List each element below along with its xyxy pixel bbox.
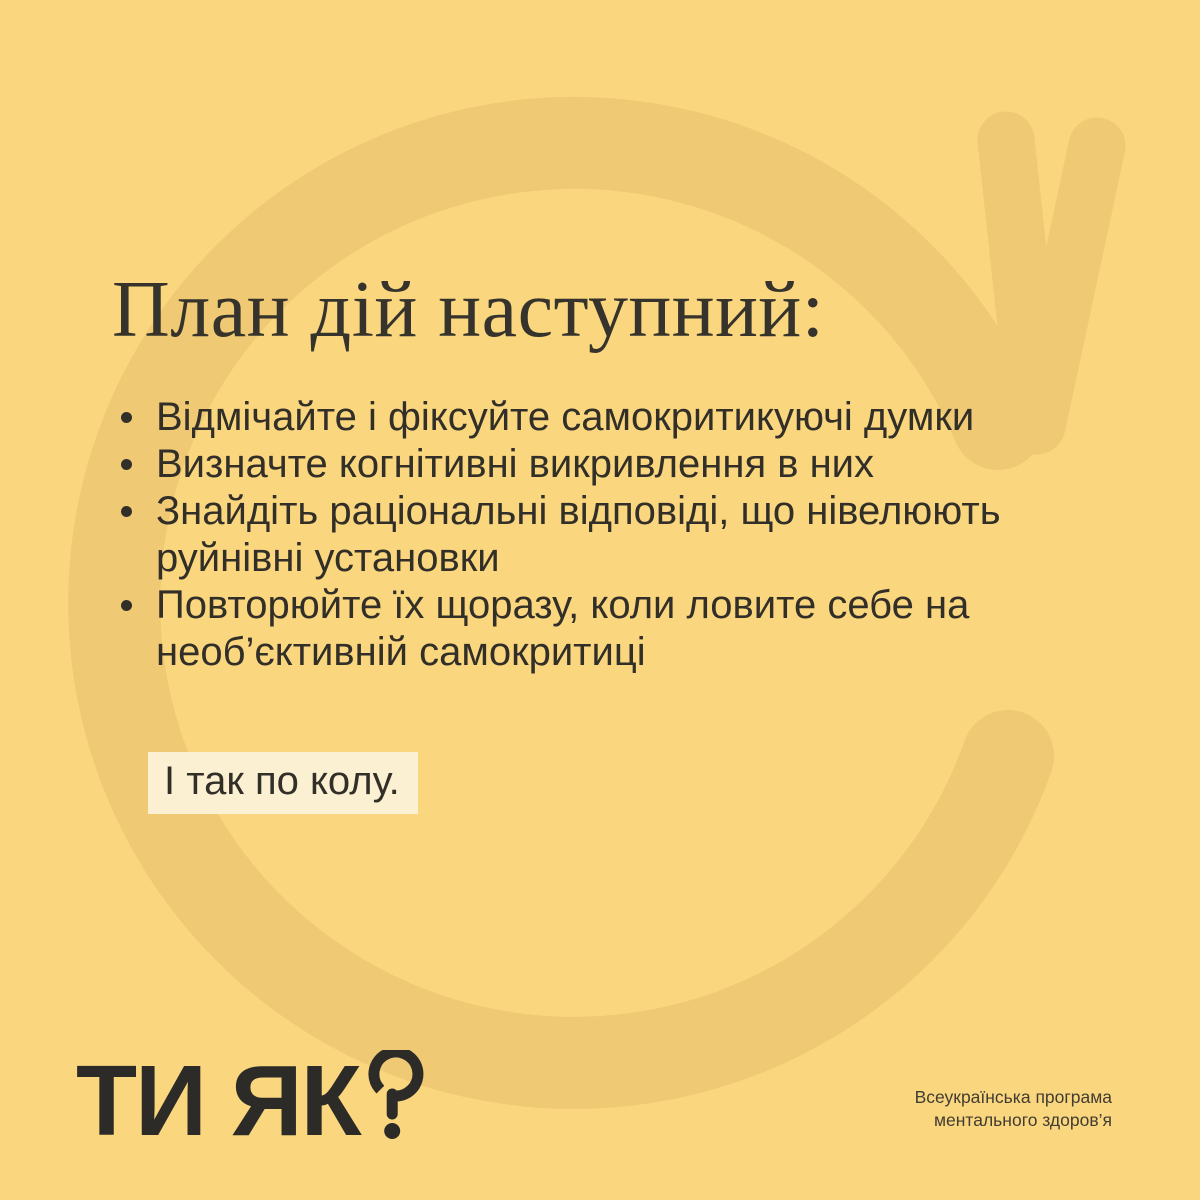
program-name	[915, 1086, 1112, 1132]
brand-logo	[76, 1045, 424, 1157]
action-plan-list	[118, 394, 1008, 676]
program-name-line2: ментального здоров’я	[933, 1110, 1112, 1130]
list-item: Повторюйте їх щоразу, коли ловите себе на необ’єктивній самокритиці	[118, 582, 1008, 676]
list-item: Відмічайте і фіксуйте самокритикуючі думки	[118, 394, 1008, 441]
list-item: Знайдіть раціональні відповіді, що нівелюють руйнівні установки	[118, 488, 1008, 582]
page-title: План дій наступний:	[112, 266, 825, 354]
list-item: Визначте когнітивні викривлення в них	[118, 441, 1008, 488]
highlighted-conclusion: І так по колу.	[148, 752, 418, 814]
question-mark-icon	[366, 1050, 424, 1148]
brand-logo-text: ТИ ЯК	[76, 1045, 360, 1157]
program-name-line1: Всеукраїнська програма	[914, 1087, 1112, 1107]
